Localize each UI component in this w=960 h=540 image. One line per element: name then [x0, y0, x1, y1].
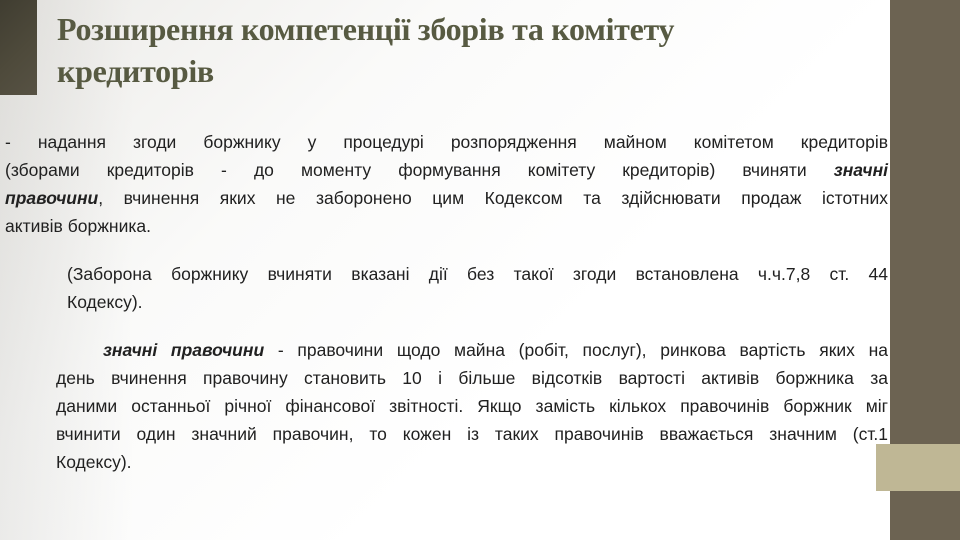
slide-title-line-2: кредиторів	[57, 53, 214, 89]
text-line	[67, 288, 888, 316]
text-line	[5, 156, 888, 184]
text-line	[56, 448, 888, 476]
emphasis-text: правочини	[5, 188, 99, 208]
body-text: день вчинення правочину становить 10 і більше відсотків вартості активів боржника за	[56, 368, 888, 388]
body-text: Кодексу).	[67, 292, 143, 312]
body-text: - надання згоди боржнику у процедурі розпорядження майном комітетом кредиторів	[5, 132, 888, 152]
slide-title	[57, 8, 837, 92]
text-line	[56, 364, 888, 392]
emphasis-text: значні правочини	[103, 340, 265, 360]
body-text: - правочини щодо майна (робіт, послуг), ринкова вартість яких на	[264, 340, 888, 360]
body-text: (зборами кредиторів - до моменту формування комітету кредиторів) вчиняти	[5, 160, 834, 180]
right-accent-tab	[876, 444, 960, 491]
body-text: даними останньої річної фінансової звітності. Якщо замість кількох правочинів боржник міг	[56, 396, 888, 416]
text-line	[5, 212, 888, 240]
left-accent-bar	[0, 0, 37, 95]
text-line	[56, 392, 888, 420]
paragraph-significant-transactions-definition	[56, 336, 888, 476]
paragraph-prohibition-note	[67, 260, 888, 316]
text-line	[56, 336, 888, 364]
emphasis-text: значні	[833, 160, 888, 180]
text-line	[67, 260, 888, 288]
body-text: активів боржника.	[5, 216, 151, 236]
text-line	[56, 420, 888, 448]
body-text: (Заборона боржнику вчиняти вказані дії без такої згоди встановлена ч.ч.7,8 ст. 44	[67, 264, 888, 284]
text-line	[5, 128, 888, 156]
slide-title-line-1: Розширення компетенції зборів та комітету	[57, 11, 675, 47]
body-text: Кодексу).	[56, 452, 132, 472]
text-line	[5, 184, 888, 212]
paragraph-granting-consent	[5, 128, 888, 240]
body-text: , вчинення яких не заборонено цим Кодексом та здійснювати продаж істотних	[98, 188, 888, 208]
body-text: вчинити один значний правочин, то кожен із таких правочинів вважається значним (ст.1	[56, 424, 888, 444]
